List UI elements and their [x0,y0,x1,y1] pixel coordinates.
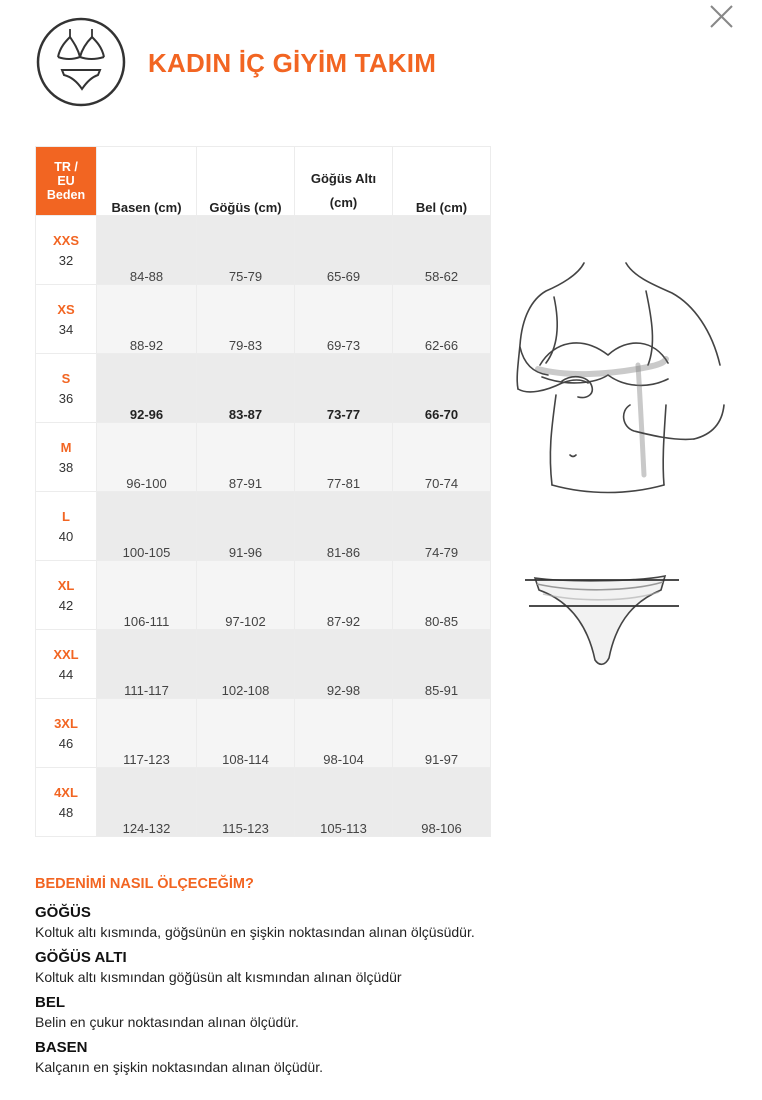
howto-text: Kalçanın en şişkin noktasından alınan ölçüdür. [35,1059,323,1075]
measurement-cell: 84-88 [97,216,197,285]
measurement-cell: 115-123 [197,768,295,837]
measurement-cell: 100-105 [97,492,197,561]
measurement-cell: 87-91 [197,423,295,492]
measurement-cell: 77-81 [295,423,393,492]
howto-text: Belin en çukur noktasından alınan ölçüdür. [35,1014,299,1030]
howto-item [35,903,735,942]
table-row [36,354,491,423]
table-row [36,423,491,492]
howto-section [35,903,735,1083]
size-label: L [62,508,70,524]
column-header-bel: Bel (cm) [393,147,491,216]
table-row [36,285,491,354]
table-row [36,768,491,837]
measurement-cell: 81-86 [295,492,393,561]
howto-heading: BEL [35,994,65,1011]
measurement-cell: 102-108 [197,630,295,699]
size-cell [36,354,97,423]
measurement-cell: 58-62 [393,216,491,285]
size-label: S [61,370,71,386]
measurement-cell: 91-96 [197,492,295,561]
measurement-cell: 117-123 [97,699,197,768]
measurement-cell: 105-113 [295,768,393,837]
measurement-cell: 79-83 [197,285,295,354]
size-cell [36,492,97,561]
measurement-cell: 92-96 [97,354,197,423]
table-row [36,699,491,768]
howto-text: Koltuk altı kısmında, göğsünün en şişkin noktasından alınan ölçüsüdür. [35,924,475,940]
page-title: KADIN İÇ GİYİM TAKIM [148,48,437,78]
size-eu-number: 36 [58,390,74,406]
size-cell [36,768,97,837]
measurement-cell: 88-92 [97,285,197,354]
size-eu-number: 42 [58,597,74,613]
size-cell [36,423,97,492]
measurement-cell: 111-117 [97,630,197,699]
size-eu-number: 40 [58,528,74,544]
howto-heading: GÖĞÜS ALTI [35,949,127,966]
size-cell [36,561,97,630]
measurement-cell: 70-74 [393,423,491,492]
measurement-cell: 91-97 [393,699,491,768]
size-eu-number: 32 [58,252,74,268]
size-cell [36,216,97,285]
size-eu-number: 38 [58,459,74,475]
size-label: XL [57,577,75,593]
size-label: XXS [52,232,79,248]
size-label: 4XL [54,784,78,800]
column-header-basen: Basen (cm) [97,147,197,216]
table-row [36,630,491,699]
size-eu-number: 44 [58,666,74,682]
measurement-cell: 108-114 [197,699,295,768]
size-label: XXL [53,646,79,662]
howto-heading: BASEN [35,1039,88,1056]
close-icon [704,2,738,32]
column-header-text: Göğüs Altı (cm) [310,171,377,210]
size-cell [36,699,97,768]
bra-measuring-illustration [498,255,728,500]
howto-heading: GÖĞÜS [35,904,91,921]
size-header-line: EU [57,174,75,188]
size-cell [36,285,97,354]
measurement-cell: 96-100 [97,423,197,492]
column-header-gogus: Göğüs (cm) [197,147,295,216]
size-column-header [36,147,97,216]
size-header-line: TR / [54,160,78,174]
close-button[interactable] [704,2,738,32]
table-header-row [36,147,491,216]
howto-title: BEDENİMİ NASIL ÖLÇECEĞİM? [35,876,254,892]
measurement-cell: 98-104 [295,699,393,768]
measurement-cell: 75-79 [197,216,295,285]
table-row [36,561,491,630]
measurement-cell: 106-111 [97,561,197,630]
size-label: M [60,439,72,455]
measurement-cell: 97-102 [197,561,295,630]
brief-measuring-illustration [525,570,683,670]
howto-item [35,993,735,1032]
howto-text: Koltuk altı kısmından göğüsün alt kısmından alınan ölçüdür [35,969,402,985]
table-row [36,492,491,561]
measurement-cell: 83-87 [197,354,295,423]
size-table [35,146,491,837]
howto-item [35,948,735,987]
measurement-cell: 85-91 [393,630,491,699]
column-header-gogus-alti [295,147,393,216]
size-label: XS [57,301,75,317]
measurement-cell: 73-77 [295,354,393,423]
size-eu-number: 48 [58,804,74,820]
size-eu-number: 46 [58,735,74,751]
measurement-cell: 98-106 [393,768,491,837]
measurement-cell: 80-85 [393,561,491,630]
size-label: 3XL [54,715,78,731]
size-cell [36,630,97,699]
measurement-cell: 65-69 [295,216,393,285]
table-row [36,216,491,285]
lingerie-set-icon [36,17,126,107]
measurement-cell: 74-79 [393,492,491,561]
size-eu-number: 34 [58,321,74,337]
measurement-cell: 69-73 [295,285,393,354]
measurement-cell: 124-132 [97,768,197,837]
howto-item [35,1038,735,1077]
measurement-cell: 87-92 [295,561,393,630]
measurement-cell: 66-70 [393,354,491,423]
size-header-line: Beden [46,188,86,202]
measurement-cell: 92-98 [295,630,393,699]
measurement-cell: 62-66 [393,285,491,354]
